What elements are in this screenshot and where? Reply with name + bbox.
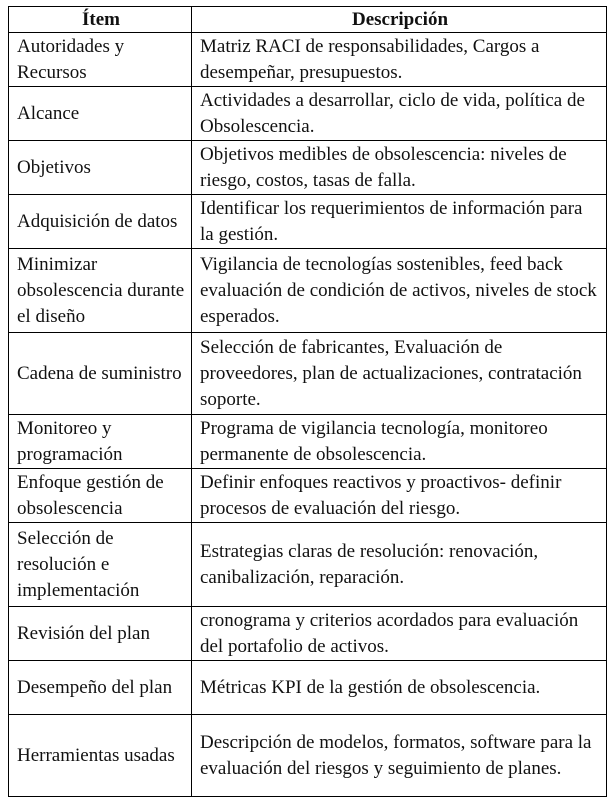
item-cell: Autoridades y Recursos: [9, 33, 192, 87]
description-cell: Matriz RACI de responsabilidades, Cargos a desempeñar, presupuestos.: [192, 33, 607, 87]
description-cell: Identificar los requerimientos de información para la gestión.: [192, 195, 607, 249]
table-row: [9, 333, 607, 415]
table-row: [9, 33, 607, 87]
table-row: [9, 523, 607, 607]
table-row: [9, 607, 607, 661]
item-cell: Adquisición de datos: [9, 195, 192, 249]
item-cell: Alcance: [9, 87, 192, 141]
item-cell: Cadena de suministro: [9, 333, 192, 415]
description-cell: Métricas KPI de la gestión de obsolescencia.: [192, 661, 607, 715]
table-row: [9, 715, 607, 797]
description-cell: Vigilancia de tecnologías sostenibles, feed back evaluación de condición de activos, niveles de stock esperados.: [192, 249, 607, 333]
item-cell: Enfoque gestión de obsolescencia: [9, 469, 192, 523]
item-cell: Minimizar obsolescencia durante el diseño: [9, 249, 192, 333]
table-row: [9, 195, 607, 249]
description-cell: Estrategias claras de resolución: renovación, canibalización, reparación.: [192, 523, 607, 607]
header-row: [9, 7, 607, 33]
description-cell: Objetivos medibles de obsolescencia: niveles de riesgo, costos, tasas de falla.: [192, 141, 607, 195]
table-row: [9, 415, 607, 469]
description-cell: Selección de fabricantes, Evaluación de proveedores, plan de actualizaciones, contratación soporte.: [192, 333, 607, 415]
description-cell: Definir enfoques reactivos y proactivos- definir procesos de evaluación del riesgo.: [192, 469, 607, 523]
table-row: [9, 87, 607, 141]
item-cell: Revisión del plan: [9, 607, 192, 661]
item-cell: Objetivos: [9, 141, 192, 195]
item-cell: Selección de resolución e implementación: [9, 523, 192, 607]
table-row: [9, 141, 607, 195]
table-row: [9, 469, 607, 523]
header-item: Ítem: [9, 7, 192, 33]
description-cell: Actividades a desarrollar, ciclo de vida, política de Obsolescencia.: [192, 87, 607, 141]
description-cell: Descripción de modelos, formatos, software para la evaluación del riesgos y seguimiento de planes.: [192, 715, 607, 797]
item-cell: Herramientas usadas: [9, 715, 192, 797]
obsolescence-table: [8, 6, 607, 797]
item-cell: Monitoreo y programación: [9, 415, 192, 469]
header-description: Descripción: [192, 7, 607, 33]
table-row: [9, 249, 607, 333]
description-cell: Programa de vigilancia tecnología, monitoreo permanente de obsolescencia.: [192, 415, 607, 469]
description-cell: cronograma y criterios acordados para evaluación del portafolio de activos.: [192, 607, 607, 661]
table-row: [9, 661, 607, 715]
item-cell: Desempeño del plan: [9, 661, 192, 715]
